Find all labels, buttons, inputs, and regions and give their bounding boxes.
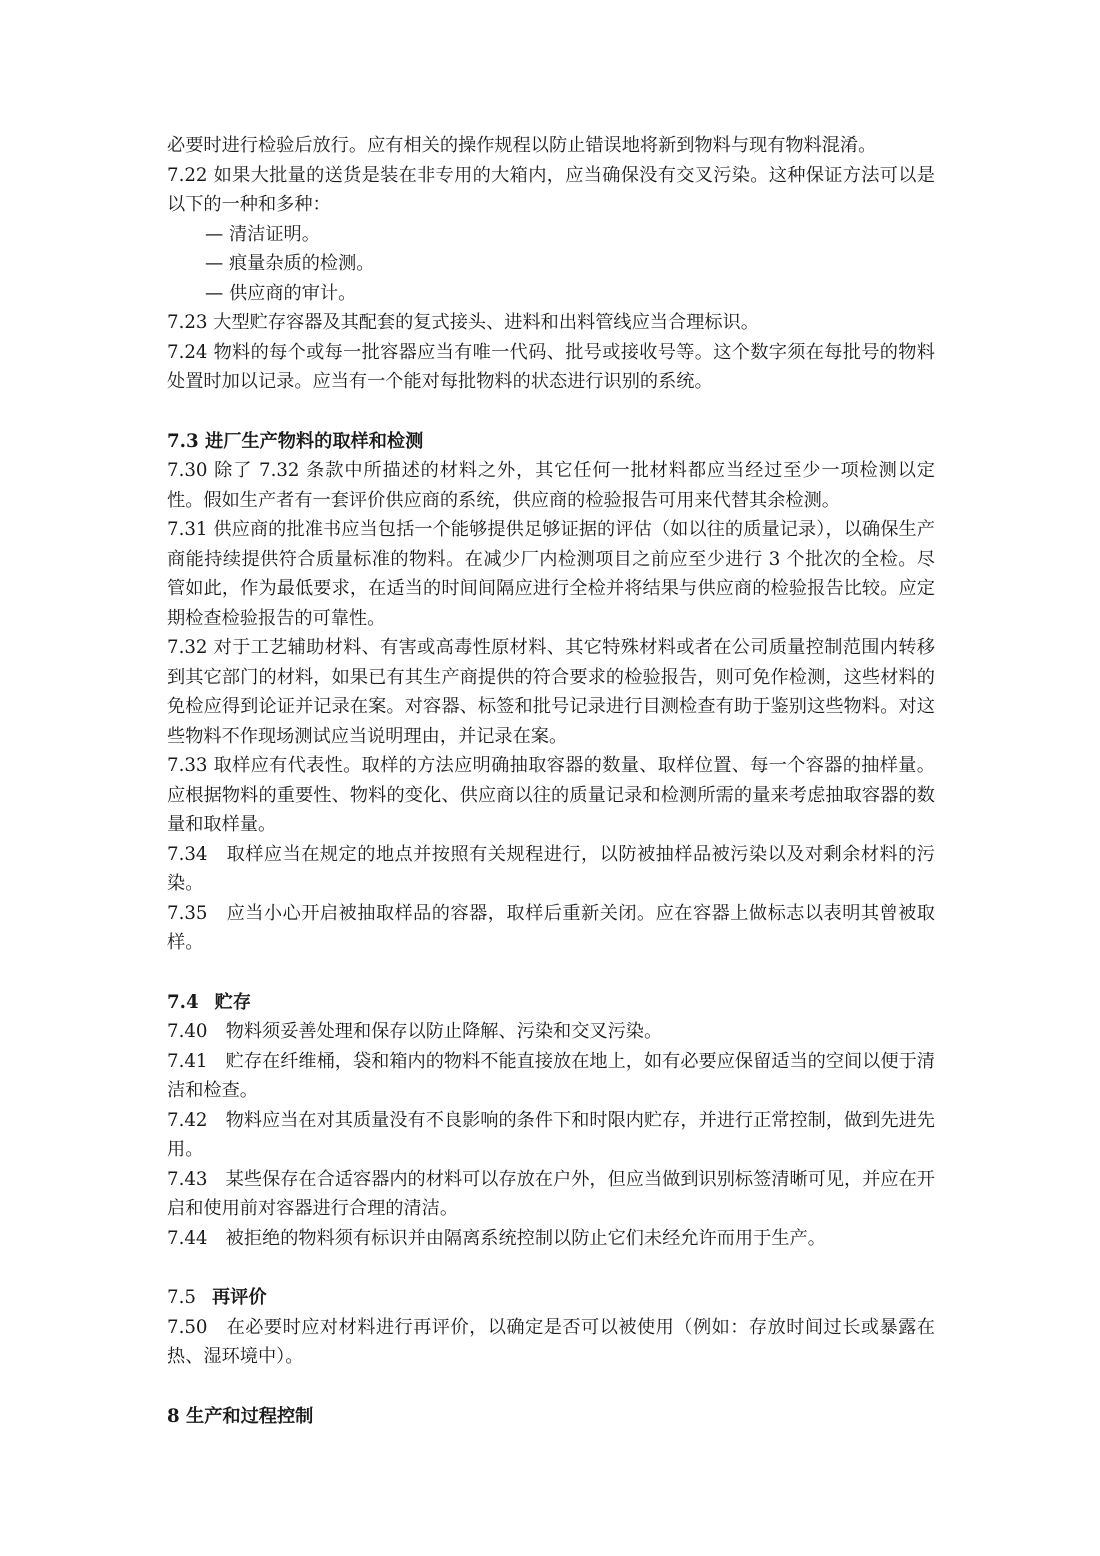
clause-paragraph: 7.35 应当小心开启被抽取样品的容器，取样后重新关闭。应在容器上做标志以表明其曾被取样。: [167, 902, 935, 953]
section-heading: [167, 1283, 935, 1313]
section: [167, 1283, 935, 1372]
section-number: 8: [167, 1405, 180, 1427]
section-number: 7.4: [167, 991, 199, 1013]
clause-paragraph: 7.40 物料须妥善处理和保存以防止降解、污染和交叉污染。: [167, 1021, 663, 1042]
clause-paragraph: 7.33 取样应有代表性。取样的方法应明确抽取容器的数量、取样位置、每一个容器的抽样量。应根据物料的重要性、物料的变化、供应商以往的质量记录和检测所需的量来考虑抽取容器的数量和取样量。: [167, 755, 935, 835]
list-item: — 痕量杂质的检测。: [205, 253, 375, 274]
clause-paragraph: 7.50 在必要时应对材料进行再评价，以确定是否可以被使用（例如：存放时间过长或暴露在热、湿环境中）。: [167, 1316, 935, 1367]
clause-paragraph: 7.32 对于工艺辅助材料、有害或高毒性原材料、其它特殊材料或者在公司质量控制范围内转移到其它部门的材料，如果已有其生产商提供的符合要求的检验报告，则可免作检测，这些材料的免检应得到论证并记录在案。对容器、标签和批号记录进行目测检查有助于鉴别这些物料。对这些物料不作现场测试应当说明理由，并记录在案。: [167, 637, 935, 747]
list-item: — 清洁证明。: [205, 223, 320, 245]
section-title: 贮存: [214, 991, 252, 1013]
document-page: [167, 131, 935, 1431]
section-title: 进厂生产物料的取样和检测: [205, 430, 424, 452]
list-item: — 供应商的审计。: [205, 282, 357, 304]
section: [167, 1402, 935, 1432]
clause-paragraph: 7.42 物料应当在对其质量没有不良影响的条件下和时限内贮存，并进行正常控制，做到先进先用。: [167, 1109, 935, 1160]
clause-paragraph: 7.43 某些保存在合适容器内的材料可以存放在户外，但应当做到识别标签清晰可见，并应在开启和使用前对容器进行合理的清洁。: [167, 1168, 935, 1219]
section-title: 再评价: [211, 1287, 267, 1308]
section-heading: [167, 988, 935, 1018]
section: [167, 427, 935, 958]
section: [167, 988, 935, 1254]
clause-paragraph: 7.24 物料的每个或每一批容器应当有唯一代码、批号或接收号等。这个数字须在每批号的物料处置时加以记录。应当有一个能对每批物料的状态进行识别的系统。: [167, 341, 935, 392]
clause-paragraph: 7.34 取样应当在规定的地点并按照有关规程进行，以防被抽样品被污染以及对剩余材料的污染。: [167, 843, 935, 894]
clause-paragraph: 7.23 大型贮存容器及其配套的复式接头、进料和出料管线应当合理标识。: [167, 312, 759, 333]
clause-paragraph: 7.41 贮存在纤维桶，袋和箱内的物料不能直接放在地上，如有必要应保留适当的空间以便于清洁和检查。: [167, 1050, 935, 1101]
section-heading: [167, 427, 935, 457]
section-number: 7.5: [167, 1287, 196, 1308]
section-heading: [167, 1402, 935, 1432]
clause-paragraph: 7.31 供应商的批准书应当包括一个能够提供足够证据的评估（如以往的质量记录），以确保生产商能持续提供符合质量标准的物料。在减少厂内检测项目之前应至少进行 3 个批次的全检。尽管如此，作为最低要求，在适当的时间间隔应进行全检并将结果与供应商的检验报告比较。应定期检查检验报告的可靠性。: [167, 519, 935, 629]
clause-paragraph: 7.22 如果大批量的送货是装在非专用的大箱内，应当确保没有交叉污染。这种保证方法可以是以下的一种和多种：: [167, 164, 935, 215]
clause-paragraph: 必要时进行检验后放行。应有相关的操作规程以防止错误地将新到物料与现有物料混淆。: [167, 135, 877, 156]
clause-paragraph: 7.44 被拒绝的物料须有标识并由隔离系统控制以防止它们未经允许而用于生产。: [167, 1227, 826, 1249]
section: [167, 131, 935, 397]
section-number: 7.3: [167, 430, 199, 452]
section-title: 生产和过程控制: [186, 1405, 314, 1427]
clause-paragraph: 7.30 除了 7.32 条款中所描述的材料之外，其它任何一批材料都应当经过至少一项检测以定性。假如生产者有一套评价供应商的系统，供应商的检验报告可用来代替其余检测。: [167, 460, 935, 511]
